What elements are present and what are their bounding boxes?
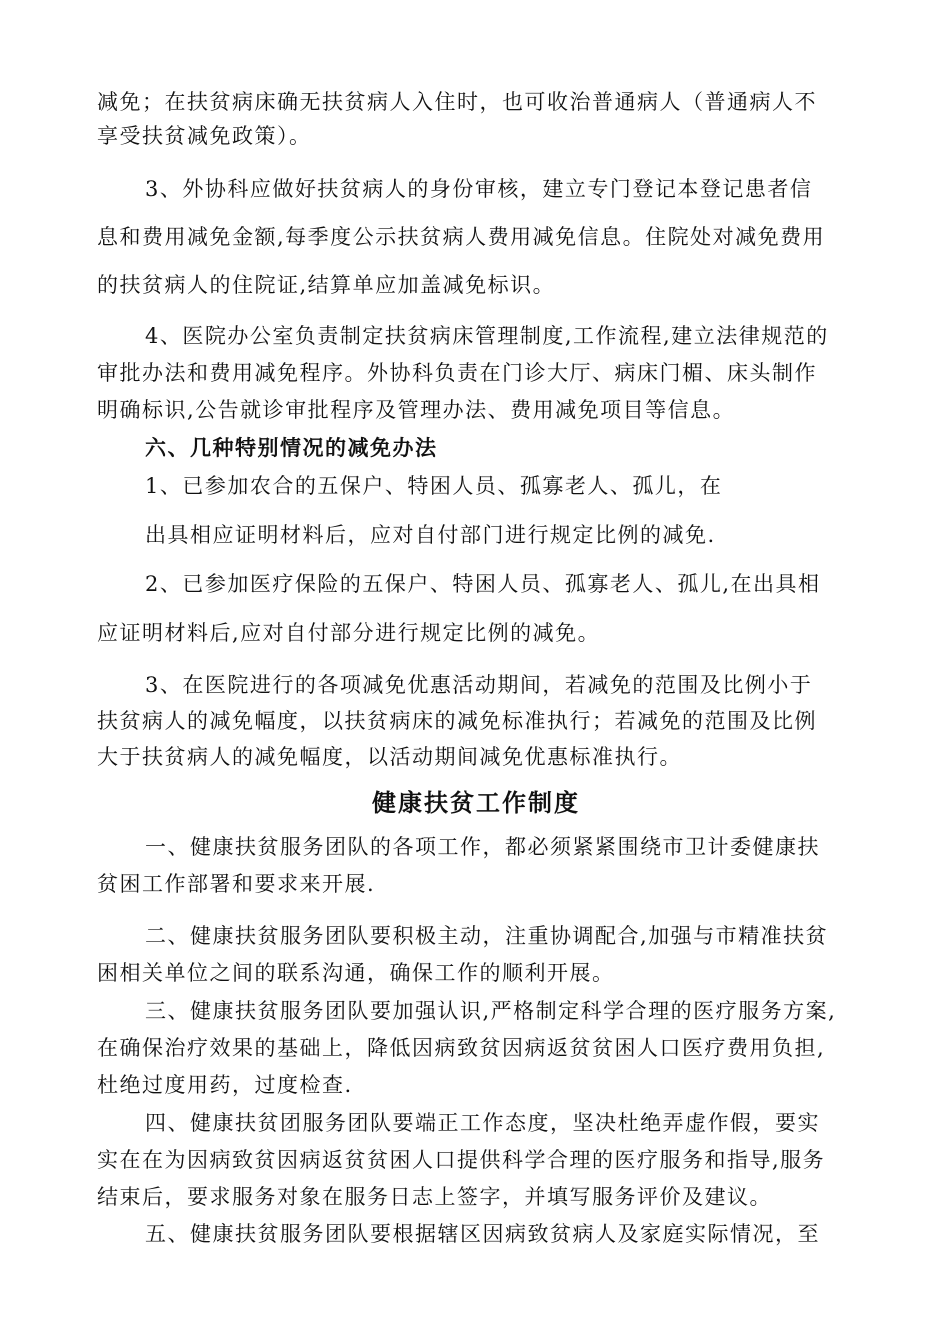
text-line: 二、健康扶贫服务团队要积极主动，注重协调配合,加强与市精准扶贫 <box>145 924 829 948</box>
text-line: 审批办法和费用减免程序。外协科负责在门诊大厅、病床门楣、床头制作 <box>97 361 817 385</box>
text-line: 3、外协科应做好扶贫病人的身份审核，建立专门登记本登记患者信 <box>145 177 813 201</box>
text-line: 大于扶贫病人的减免幅度，以活动期间减免优惠标准执行。 <box>97 745 682 769</box>
text-line: 实在在为因病致贫因病返贫贫困人口提供科学合理的医疗服务和指导,服务 <box>97 1148 826 1172</box>
text-line: 2、已参加医疗保险的五保户、特困人员、孤寡老人、孤儿,在出具相 <box>145 572 821 596</box>
text-line: 扶贫病人的减免幅度，以扶贫病床的减免标准执行；若减免的范围及比例 <box>97 709 817 733</box>
text-line: 享受扶贫减免政策）。 <box>97 124 312 148</box>
section-heading: 六、几种特别情况的减免办法 <box>145 435 438 460</box>
document-title: 健康扶贫工作制度 <box>372 788 580 817</box>
text-line: 贫困工作部署和要求来开展. <box>97 872 376 896</box>
text-line: 的扶贫病人的住院证,结算单应加盖减免标识。 <box>97 273 556 297</box>
text-line: 一、健康扶贫服务团队的各项工作，都必须紧紧围绕市卫计委健康扶 <box>145 835 820 859</box>
text-line: 减免；在扶贫病床确无扶贫病人入住时，也可收治普通病人（普通病人不 <box>97 90 817 114</box>
text-line: 出具相应证明材料后，应对自付部门进行规定比例的减免. <box>145 523 716 547</box>
text-line: 困相关单位之间的联系沟通，确保工作的顺利开展。 <box>97 961 615 985</box>
text-line: 在确保治疗效果的基础上，降低因病致贫因病返贫贫困人口医疗费用负担, <box>97 1036 826 1060</box>
text-line: 四、健康扶贫团服务团队要端正工作态度，坚决杜绝弄虚作假，要实 <box>145 1111 820 1135</box>
text-line: 明确标识,公告就诊审批程序及管理办法、费用减免项目等信息。 <box>97 398 736 422</box>
text-line: 结束后，要求服务对象在服务日志上签字，并填写服务评价及建议。 <box>97 1185 772 1209</box>
text-line: 五、健康扶贫服务团队要根据辖区因病致贫病人及家庭实际情况，至 <box>145 1222 820 1246</box>
text-line: 杜绝过度用药，过度检查. <box>97 1073 353 1097</box>
text-line: 三、健康扶贫服务团队要加强认识,严格制定科学合理的医疗服务方案, <box>145 999 837 1023</box>
text-line: 1、已参加农合的五保户、特困人员、孤寡老人、孤儿，在 <box>145 474 723 498</box>
text-line: 息和费用减免金额,每季度公示扶贫病人费用减免信息。住院处对减免费用 <box>97 225 826 249</box>
text-line: 应证明材料后,应对自付部分进行规定比例的减免。 <box>97 621 601 645</box>
text-line: 3、在医院进行的各项减免优惠活动期间，若减免的范围及比例小于 <box>145 673 813 697</box>
text-line: 4、医院办公室负责制定扶贫病床管理制度,工作流程,建立法律规范的 <box>145 324 829 348</box>
